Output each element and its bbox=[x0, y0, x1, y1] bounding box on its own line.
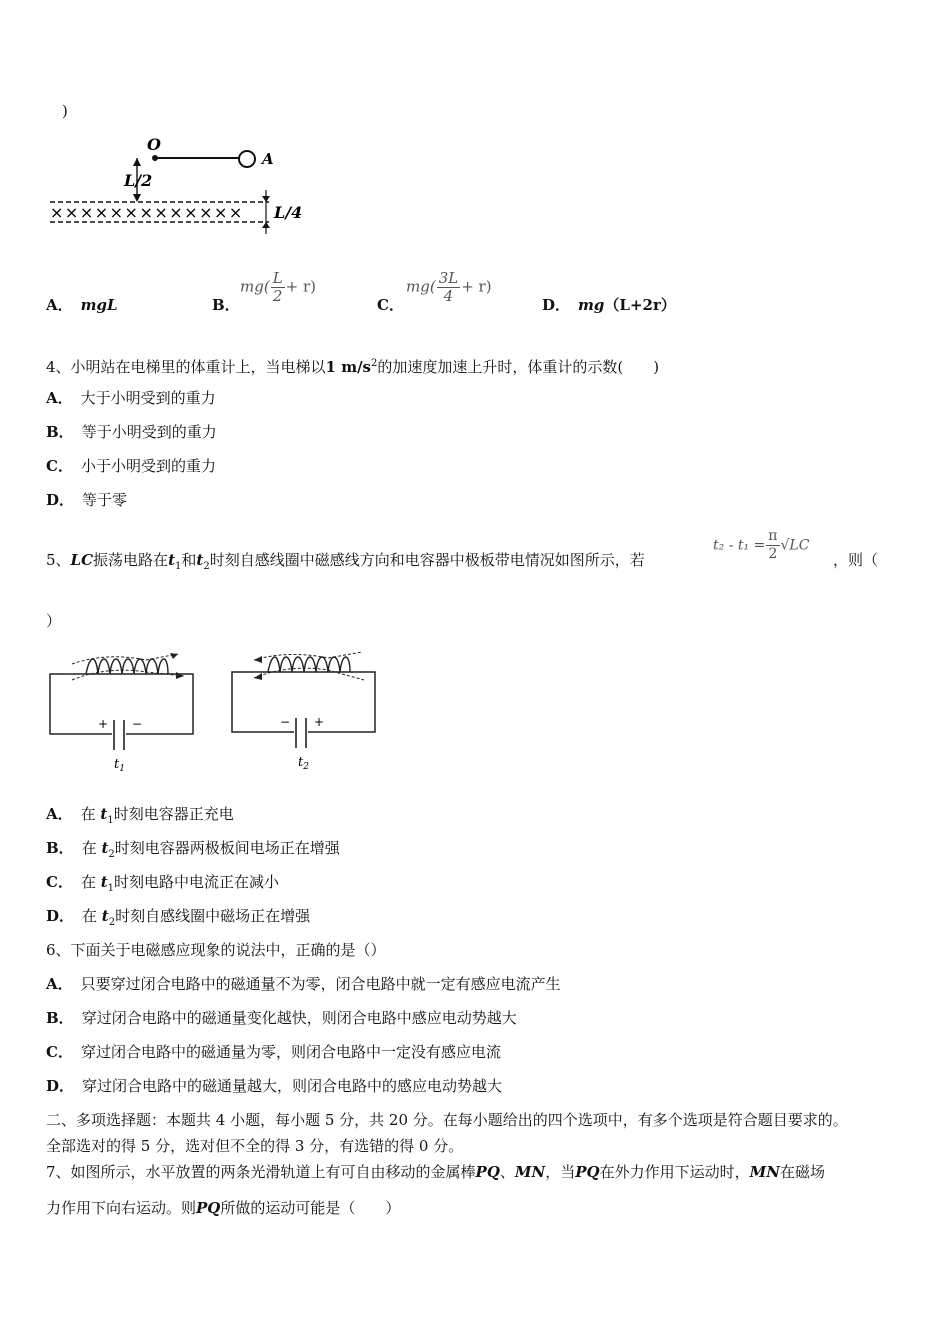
q6-option-a[interactable]: A． 只要穿过闭合电路中的磁通量不为零，闭合电路中就一定有感应电流产生 bbox=[46, 975, 561, 993]
continued-paren: ) bbox=[62, 102, 68, 120]
q6-option-d[interactable]: D． 穿过闭合电路中的磁通量越大，则闭合电路中的感应电动势越大 bbox=[46, 1077, 503, 1095]
svg-text:t2: $t_2$ bbox=[298, 755, 309, 772]
q5-stem: 5、LC振荡电路在$t_1$和$t_2$时刻自感线圈中磁感线方向和电容器中极板带电情况如图所示，若 bbox=[46, 551, 645, 572]
q4-option-c[interactable]: C． 小于小明受到的重力 bbox=[46, 457, 216, 475]
q3-formula-c: mg( $\frac{3L}{4}$ + r) bbox=[406, 269, 492, 305]
q4-option-a[interactable]: A． 大于小明受到的重力 bbox=[46, 389, 216, 407]
q5-formula: t₂ - t₁ = $\frac{\pi}{2}$ √LC bbox=[713, 528, 810, 562]
label-l4: L/4 bbox=[274, 203, 303, 222]
field-marks: ××××××××××××× bbox=[50, 203, 244, 222]
q6-option-c[interactable]: C． 穿过闭合电路中的磁通量为零，则闭合电路中一定没有感应电流 bbox=[46, 1043, 501, 1061]
label-a: A bbox=[262, 150, 274, 168]
q6-option-b[interactable]: B． 穿过闭合电路中的磁通量变化越快，则闭合电路中感应电动势越大 bbox=[46, 1009, 517, 1027]
svg-text:t1: $t_1$ bbox=[114, 757, 125, 774]
option-letter: A． bbox=[46, 296, 73, 314]
option-text-italic: mg bbox=[578, 296, 605, 314]
q3-pendulum-figure bbox=[44, 132, 314, 242]
q7-stem-line1: 7、如图所示，水平放置的两条光滑轨道上有可自由移动的金属棒PQ、MN，当PQ在外力作用下运动时，MN在磁场 bbox=[46, 1163, 825, 1181]
q3-formula-b: mg( $\frac{L}{2}$ + r) bbox=[240, 269, 317, 305]
q5-option-d[interactable]: D． 在 $t_2$时刻自感线圈中磁场正在增强 bbox=[46, 907, 311, 928]
q3-option-d[interactable] bbox=[542, 295, 676, 315]
q4-option-d[interactable]: D． 等于零 bbox=[46, 491, 128, 509]
q5-option-b[interactable]: B． 在 $t_2$时刻电容器两极板间电场正在增强 bbox=[46, 839, 340, 860]
label-o: O bbox=[147, 135, 161, 154]
svg-text:−: − bbox=[280, 715, 291, 729]
label-l2: L/2 bbox=[124, 171, 153, 190]
q6-stem: 6、下面关于电磁感应现象的说法中，正确的是（） bbox=[46, 941, 386, 959]
q5-option-a[interactable]: A． 在 $t_1$时刻电容器正充电 bbox=[46, 805, 234, 826]
section2-line1: 二、多项选择题：本题共 4 小题，每小题 5 分，共 20 分。在每小题给出的四个选项中，有多个选项是符合题目要求的。 bbox=[46, 1111, 848, 1129]
q5-circuit-t1 bbox=[46, 646, 206, 776]
q5-stem-close: ） bbox=[46, 612, 62, 630]
option-letter: D． bbox=[542, 296, 571, 314]
q4-option-b[interactable]: B． 等于小明受到的重力 bbox=[46, 423, 217, 441]
svg-text:−: − bbox=[132, 717, 143, 731]
q4-stem: 4、小明站在电梯里的体重计上，当电梯以1 $m/s^2$的加速度加速上升时，体重计的示数( ) bbox=[46, 358, 660, 376]
q3-option-a[interactable] bbox=[46, 295, 118, 315]
option-text: mgL bbox=[80, 296, 118, 314]
q7-stem-line2: 力作用下向右运动。则PQ所做的运动可能是（ ） bbox=[46, 1199, 401, 1217]
q5-stem-end: ，则（ bbox=[833, 551, 879, 569]
section2-line2: 全部选对的得 5 分，选对但不全的得 3 分，有选错的得 0 分。 bbox=[46, 1137, 464, 1155]
q5-circuit-t2 bbox=[228, 646, 388, 776]
option-letter: B． bbox=[212, 296, 240, 314]
option-text-rest: （L+2r） bbox=[604, 296, 676, 314]
q5-option-c[interactable]: C． 在 $t_1$时刻电路中电流正在减小 bbox=[46, 873, 280, 894]
svg-text:+: + bbox=[314, 715, 325, 729]
svg-text:+: + bbox=[98, 717, 109, 731]
option-letter: C． bbox=[377, 296, 404, 314]
